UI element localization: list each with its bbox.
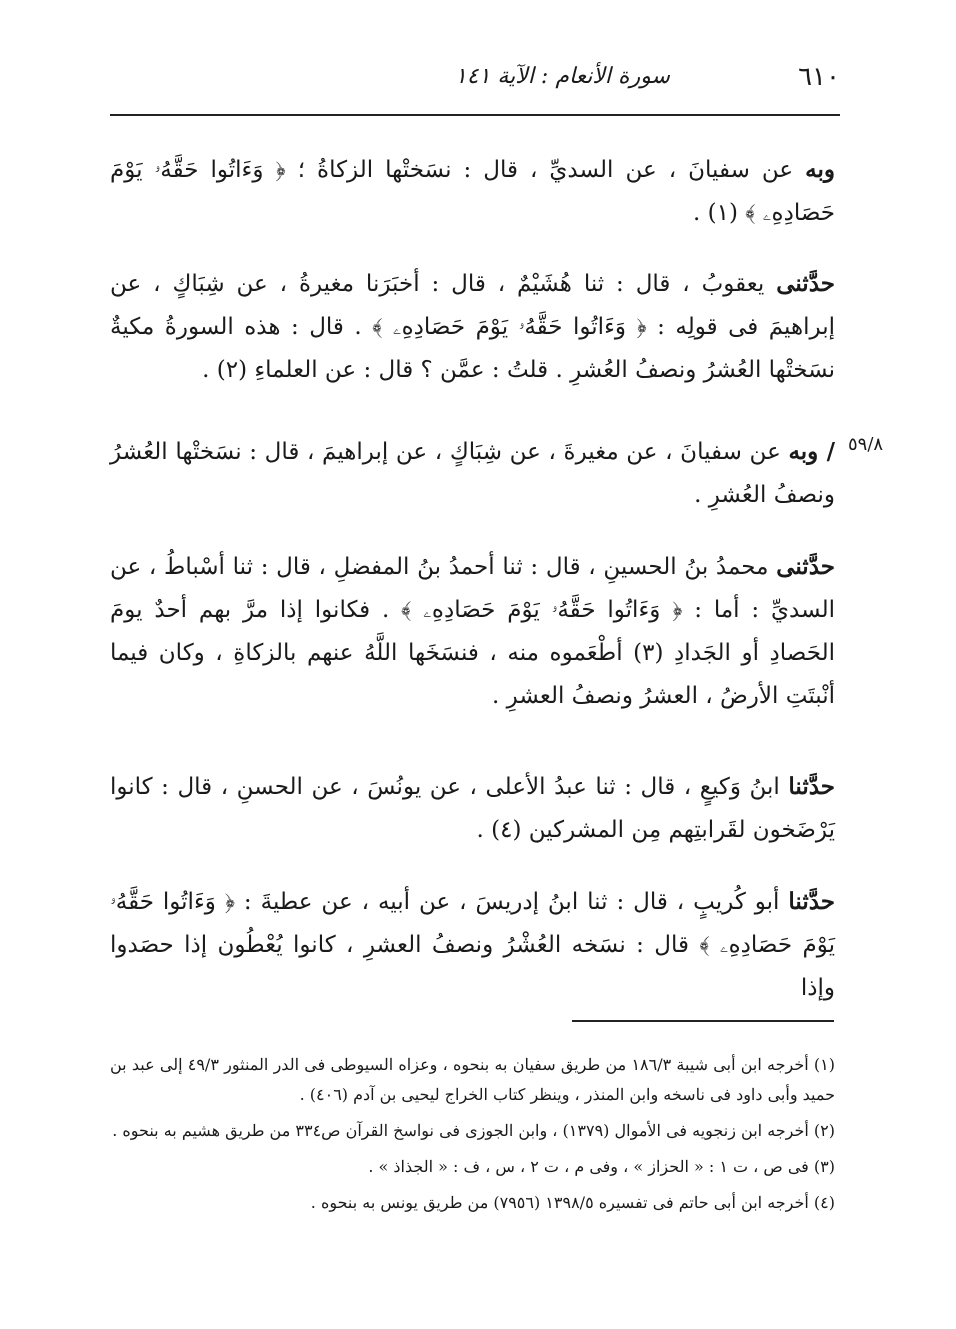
paragraph-text: عن سفيانَ ، عن السديِّ ، قال : نسَختْها الزكاةُ ؛ ﴿ وَءَاتُوا حَقَّهُۥ يَوْمَ حَصَادِهِۦ ﴾ (١) .	[110, 157, 835, 226]
running-title: سورة الأنعام : الآية ١٤١	[454, 64, 670, 89]
footnote-4: (٤) أخرجه ابن أبى حاتم فى تفسيره ١٣٩٨/٥ (٧٩٥٦) من طريق يونس به بنحوه .	[310, 1193, 835, 1212]
paragraph-text: يعقوبُ ، قال : ثنا هُشَيْمٌ ، قال : أخبَرَنا مغيرةُ ، عن شِبَاكٍ ، عن إبراهيمَ فى قولِه : ﴿ وَءَاتُوا حَقَّهُۥ يَوْمَ حَصَادِهِۦ ﴾ . قال : هذه السورةُ مكيةٌ نسَختْها العُشرُ ونصفُ العُشرِ . قلتُ : عمَّن ؟ قال : عن العلماءِ (٢) .	[110, 271, 835, 383]
paragraph-4	[110, 545, 835, 718]
footnote-1: (١) أخرجه ابن أبى شيبة ١٨٦/٣ من طريق سفيان به بنحوه ، وعزاه السيوطى فى الدر المنثور ٤٩/٣ إلى عبد بن حميد وأبى داود فى ناسخه وابن المنذر ، وينظر كتاب الخراج ليحيى بن آدم (٤٠٦) .	[110, 1055, 835, 1104]
footnote-2: (٢) أخرجه ابن زنجويه فى الأموال (١٣٧٩) ، وابن الجوزى فى نواسخ القرآن ص٣٣٤ من طريق هشيم به بنحوه .	[112, 1121, 835, 1140]
paragraph-1	[110, 148, 835, 235]
paragraph-lead: حدَّثنا	[788, 888, 836, 915]
paragraph-lead: حدَّثنا	[788, 773, 836, 800]
paragraph-text: محمدُ بنُ الحسينِ ، قال : ثنا أحمدُ بنُ المفضلِ ، قال : ثنا أسْباطُ ، عن السديِّ : أما : ﴿ وَءَاتُوا حَقَّهُۥ يَوْمَ حَصَادِهِۦ ﴾ . فكانوا إذا مرَّ بهم أحدٌ يومَ الحَصادِ أو الجَدادِ (٣) أطْعَموه منه ، فنسَخَها اللَّهُ عنهم بالزكاةِ ، وكان فيما أنْبتَتِ الأرضُ ، العشرُ ونصفُ العشرِ .	[110, 554, 835, 709]
paragraph-lead: حدَّثنى	[776, 553, 835, 580]
footnotes	[110, 1050, 835, 1224]
paragraph-5	[110, 765, 835, 852]
paragraph-lead: حدَّثنى	[776, 270, 835, 297]
margin-page-ref: ٥٩/٨	[848, 434, 884, 455]
paragraph-6	[110, 880, 835, 1010]
footnote-separator	[572, 1020, 834, 1022]
footnote-3: (٣) فى ص ، ت ١ : « الحزاز » ، وفى م ، ت ٢ ، س ، ف : « الجذاذ » .	[368, 1157, 835, 1176]
header-rule	[110, 114, 840, 116]
page-number: ٦١٠	[798, 62, 840, 92]
paragraph-text: ابنُ وَكيعٍ ، قال : ثنا عبدُ الأعلى ، عن يونُسَ ، عن الحسنِ ، قال : كانوا يَرْضَخون لقَرابتِهم مِن المشركين (٤) .	[110, 774, 835, 843]
paragraph-lead: وبه	[805, 156, 836, 183]
paragraph-text: عن سفيانَ ، عن مغيرةَ ، عن شِبَاكٍ ، عن إبراهيمَ ، قال : نسَختْها العُشرُ ونصفُ العُشرِ .	[110, 439, 835, 508]
paragraph-3	[110, 430, 835, 517]
page-header	[110, 58, 840, 102]
paragraph-2	[110, 262, 835, 392]
paragraph-lead: / وبه	[788, 438, 836, 465]
paragraph-text: أبو كُريبٍ ، قال : ثنا ابنُ إدريسَ ، عن أبيه ، عن عطيةَ : ﴿ وَءَاتُوا حَقَّهُۥ يَوْمَ حَصَادِهِۦ ﴾ قال : نسَخه العُشْرُ ونصفُ العشرِ ، كانوا يُعْطُون إذا حصَدوا وإذا	[110, 889, 835, 1001]
